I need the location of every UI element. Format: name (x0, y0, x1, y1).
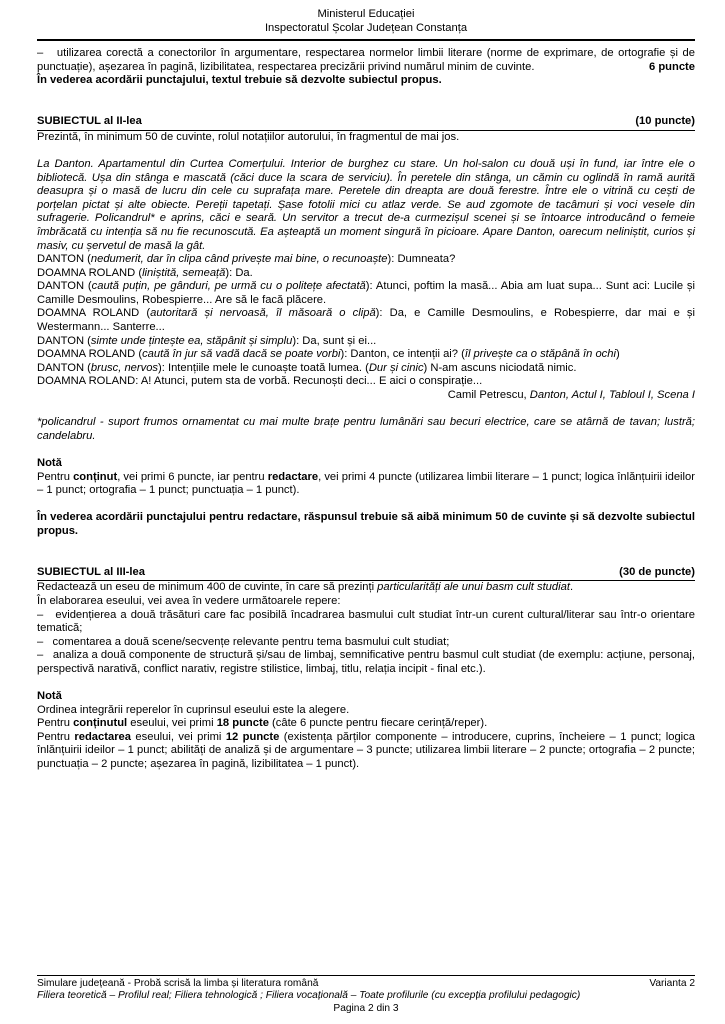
ministry-title: Ministerul Educației (317, 8, 415, 20)
essay-requirement: – comentarea a două scene/secvențe relevante pentru tema basmului cult studiat; (37, 635, 450, 648)
subject2-task: Prezintă, în minimum 50 de cuvinte, rolul notațiilor autorului, în fragmentul de mai jos. (37, 130, 460, 143)
document-header (37, 8, 695, 35)
subject3-task: Redactează un eseu de minimum 400 de cuvinte, în care să prezinți particularități ale unui basm cult studiat. (37, 581, 574, 594)
subject2-title: SUBIECTUL al II-lea (37, 115, 142, 128)
subject2-points: (10 puncte) (635, 115, 695, 128)
dialogue-line: DANTON (nedumerit, dar în clipa când privește mai bine, o recunoaște): Dumneata? (37, 253, 456, 266)
dialogue-line: DOAMNA ROLAND (caută în jur să vadă dacă se poate vorbi): Danton, ce intenții ai? (îl privește ca o stăpână în ochi) (37, 348, 620, 361)
dialogue-line: DOAMNA ROLAND (autoritară și nervoasă, îl măsoară o clipă): Da, e Camille Desmoulins, e Robespierre, dar mai e și Westermann... Santerre... (37, 307, 695, 334)
dialogue-line: DOAMNA ROLAND (liniștită, semeață): Da. (37, 266, 253, 279)
redaction-warning: În vederea acordării punctajului pentru redactare, răspunsul trebuie să aibă minimum 50 de cuvinte și să dezvolte subiectul propus. (37, 511, 695, 537)
dialogue-line: DANTON (brusc, nervos): Intențiile mele le cunoaște toată lumea. (Dur și cinic) N-am ascuns niciodată nimic. (37, 361, 577, 374)
inspectorate-title: Inspectoratul Școlar Județean Constanța (264, 21, 468, 34)
spacer (37, 443, 695, 457)
scoring-note: În vederea acordării punctajului, textul trebuie să dezvolte subiectul propus. (37, 74, 442, 87)
subject3-nota-heading: Notă (37, 690, 62, 703)
footer-exam-name: Simulare județeană - Probă scrisă la limba și literatura română (37, 977, 319, 989)
footer-page-number: Pagina 2 din 3 (333, 1003, 399, 1015)
subject2-nota-text: Pentru conținut, vei primi 6 puncte, iar pentru redactare, vei primi 4 puncte (utilizarea limbii literare – 1 punct; logica înlănțuirii ideilor – 1 punct; ortografia – 1 punct; punctuația – 1 punct). (37, 470, 695, 497)
footer-row (37, 975, 695, 991)
spacer (37, 498, 695, 512)
subject2-nota-heading: Notă (37, 457, 62, 469)
spacer (37, 88, 695, 102)
subject3-title: SUBIECTUL al III-lea (37, 565, 145, 578)
footer-variant: Varianta 2 (649, 977, 695, 989)
subject3-points: (30 de puncte) (619, 565, 695, 578)
essay-guidelines-intro: În elaborarea eseului, vei avea în vedere următoarele repere: (37, 594, 341, 607)
header-divider (37, 39, 695, 41)
dialogue-line: DOAMNA ROLAND: A! Atunci, putem sta de vorbă. Recunoști deci... E aici o conspirație... (37, 375, 483, 388)
vocabulary-footnote: *policandrul - suport frumos ornamentat cu mai multe brațe pentru lumânări sau becuri electrice, care se atârnă de tavan; lustră; candelabru. (37, 416, 695, 442)
footer-track-info: Filiera teoretică – Profilul real; Filiera tehnologică ; Filiera vocațională – Toate profilurile (cu excepția profilului pedagogic) (37, 990, 581, 1002)
spacer (37, 539, 695, 553)
fragment-attribution: Camil Petrescu, Danton, Actul I, Tabloul I, Scena I (447, 389, 695, 402)
essay-requirement: – evidențierea a două trăsături care fac posibilă încadrarea basmului cult studiat într-un curent cultural/literar sau într-o orientare tematică; (37, 608, 695, 635)
subject2-heading (37, 115, 695, 131)
subject3-nota-line: Pentru conținutul eseului, vei primi 18 puncte (câte 6 puncte pentru fiecare cerință/reper). (37, 717, 488, 730)
subject3-nota-line: Pentru redactarea eseului, vei primi 12 puncte (existența părților componente – introducere, cuprins, încheiere – 1 punct; logica înlănțuirii ideilor – 1 punct; abilități de analiză și de argumentare – 3 puncte; utilizarea limbii literare – 2 puncte; ortografia – 2 puncte; punctuația – 2 puncte; așezarea în pagină, lizibilitatea – 1 punct). (37, 730, 695, 771)
scoring-criteria-item: 6 puncte – utilizarea corectă a conectorilor în argumentare, respectarea normelor limbii literare (norme de exprimare, de ortografie și de punctuație), așezarea în pagină, lizibilitatea, respectarea precizării privind numărul minim de cuvinte. (37, 47, 695, 73)
spacer (37, 677, 695, 691)
spacer (37, 403, 695, 417)
essay-requirement: – analiza a două componente de structură și/sau de limbaj, semnificative pentru basmul cult studiat (de exemplu: acțiune, personaj, perspectivă narativă, conflict narativ, registre stilistice, limbaj, titlu, relația incipit - final etc.). (37, 649, 695, 675)
spacer (37, 552, 695, 566)
spacer (37, 102, 695, 116)
dialogue-line: DANTON (simte unde țintește ea, stăpânit și simplu): Da, sunt și ei... (37, 334, 377, 347)
spacer (37, 144, 695, 158)
dialogue-line: DANTON (caută puțin, pe gânduri, pe urmă cu o politețe afectată): Atunci, poftim la masă... Abia am luat supa... Sunt aci: Lucile și Camille Desmoulins, Robespierre... Are să le facă plăcere. (37, 280, 696, 306)
drama-fragment: La Danton. Apartamentul din Curtea Comerțului. Interior de burghez cu stare. Un hol-salon cu două uși în fund, iar între ele o bibliotecă. Ușa din stânga e mascată (căci duce la scara de serviciu). În peretele din stânga, un cămin cu oglindă în ramă aurită deasupra și o masă de lucru din cele cu suprafața mare. Peretele din dreapta are două ferestre. Între ele o vitrină cu cești de porțelan pictat și alte obiecte. Pereții tapetați. Șase fotolii mici cu atlaz verde. Se aud zgomote de tacâmuri și voci vesele din sufragerie. Policandrul* e aprins, căci e seară. Un servitor a trecut de-a curmezișul scenei și se întoarce introducând o femeie îmbrăcată cu intenția să nu fie recunoscută. Ea așteaptă un moment singură în picioare. Apare Danton, oarecum neliniștit, curios și masiv, cu șervetul de masă la gât. (37, 157, 695, 252)
points-badge-6: 6 puncte (648, 60, 695, 73)
subject3-heading (37, 566, 695, 582)
page-footer (37, 975, 695, 1016)
subject3-nota-line: Ordinea integrării reperelor în cuprinsul eseului este la alegere. (37, 703, 350, 716)
